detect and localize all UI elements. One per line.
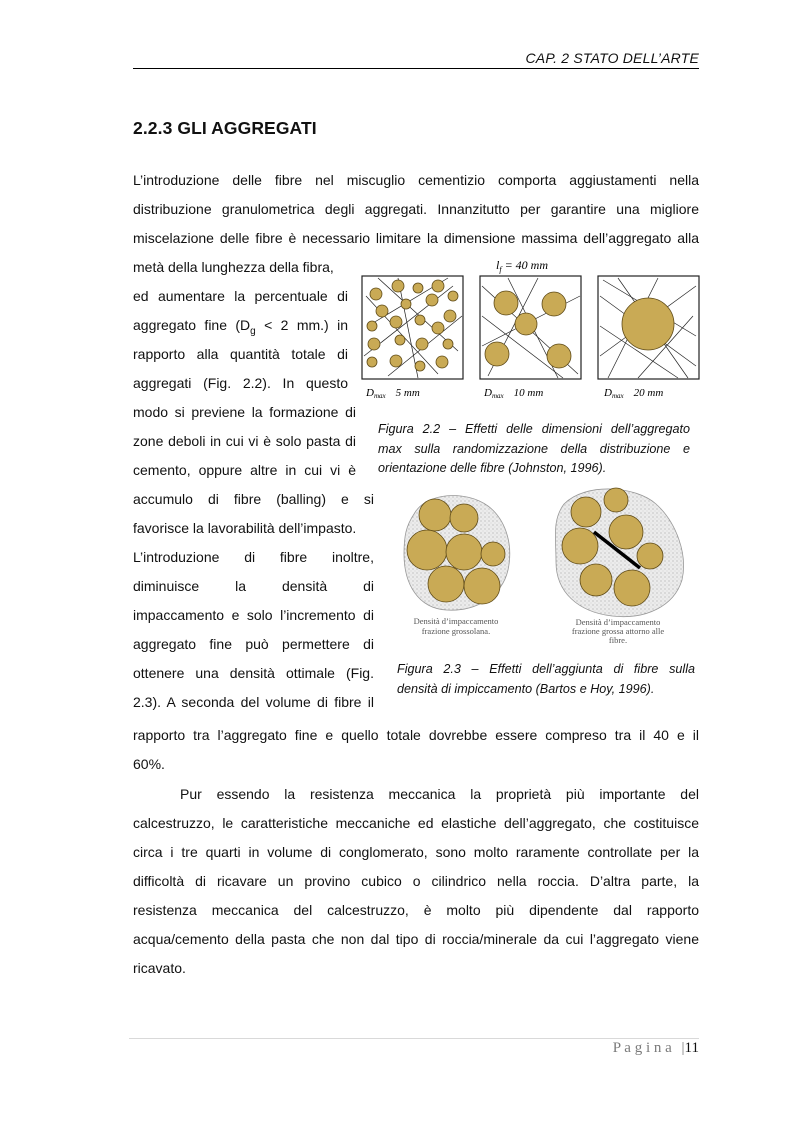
aggregate-particle: [432, 280, 444, 292]
footer-label: P a g i n a: [612, 1040, 672, 1056]
aggregate-particle: [415, 361, 425, 371]
aggregate-particle: [419, 499, 451, 531]
narrow-line-16: 2.3). A seconda del volume di fibre il: [133, 694, 374, 710]
narrow-line-14: aggregato fine può permettere di: [133, 636, 374, 652]
aggregate-particle: [415, 315, 425, 325]
second-line-1: Pur essendo la resistenza meccanica la proprietà più importante del: [180, 786, 699, 802]
aggregate-particle: [609, 515, 643, 549]
label-fiber-3: fibre.: [608, 635, 628, 644]
page-number: 11: [684, 1040, 699, 1056]
dmax-label-2: Dmax 10 mm: [484, 387, 544, 400]
narrow-line-15: ottenere una densità ottimale (Fig.: [133, 665, 374, 681]
aggregate-particle: [542, 292, 566, 316]
narrow-line-6: modo si previene la formazione di: [133, 404, 356, 420]
aggregate-particle: [443, 339, 453, 349]
aggregate-particle: [432, 322, 444, 334]
narrow-line-2: ed aumentare la percentuale di: [133, 288, 348, 304]
fiber-length-label: $l_f = 40$ mm: [496, 258, 549, 274]
aggregate-particle: [571, 497, 601, 527]
label-coarse-2: frazione grossolana.: [421, 626, 491, 636]
caption-2-2-line-3: orientazione delle fibre (Johnston, 1996).: [378, 461, 607, 475]
aggregate-particle: [622, 298, 674, 350]
aggregate-particle: [390, 316, 402, 328]
narrow-line-5: aggregati (Fig. 2.2). In questo: [133, 375, 348, 391]
section-heading: 2.2.3 GLI AGGREGATI: [133, 118, 317, 138]
aggregate-particle: [367, 321, 377, 331]
second-line-6: acqua/cemento della pasta che non dal tipo di roccia/minerale da cui l’aggregato viene: [133, 931, 699, 947]
aggregate-particle: [401, 299, 411, 309]
narrow-line-12: diminuisce la densità di: [133, 578, 374, 594]
aggregate-particle: [604, 488, 628, 512]
aggregate-particle: [446, 534, 482, 570]
aggregate-particle: [444, 310, 456, 322]
running-header: [133, 48, 699, 69]
aggregate-particle: [515, 313, 537, 335]
narrow-line-8: cemento, oppure altre in cui vi è: [133, 462, 356, 478]
intro-line-2: distribuzione granulometrica degli aggregati. Innanzitutto per garantire una migliore: [133, 201, 699, 217]
figure-2-3: [396, 484, 692, 644]
aggregate-particle: [376, 305, 388, 317]
second-line-2: calcestruzzo, le caratteristiche meccaniche ed elastiche dell’aggregato, che costituisce: [133, 815, 699, 831]
packing-with-fiber: [555, 488, 683, 617]
footer-rule: [129, 1038, 699, 1039]
narrow-line-3b: < 2 mm.) in: [255, 317, 348, 333]
aggregate-particle: [448, 291, 458, 301]
caption-2-3-line-1: Figura 2.3 – Effetti dell’aggiunta di fibre sulla: [397, 662, 695, 676]
aggregate-particle: [580, 564, 612, 596]
second-line-3: circa i tre quarti in volume di conglomerato, sono molto raramente controllate per la: [133, 844, 699, 860]
narrow-line-13: impaccamento e solo l’incremento di: [133, 607, 374, 623]
intro-line-1: L’introduzione delle fibre nel miscuglio cementizio comporta aggiustamenti nella: [133, 172, 699, 188]
aggregate-particle: [407, 530, 447, 570]
dmax-label-3: Dmax 20 mm: [604, 387, 664, 400]
aggregate-particle: [464, 568, 500, 604]
narrow-line-10: favorisce la lavorabilità dell’impasto.: [133, 520, 357, 536]
panel-dmax-10: [480, 276, 581, 400]
panel-dmax-20: [598, 276, 699, 400]
aggregate-particle: [428, 566, 464, 602]
narrow-line-9: accumulo di fibre (balling) e si: [133, 491, 374, 507]
aggregate-particle: [426, 294, 438, 306]
aggregate-particle: [390, 355, 402, 367]
aggregate-particle: [637, 543, 663, 569]
figure-2-2-caption: [378, 420, 690, 479]
packing-coarse: [404, 496, 510, 611]
narrow-line-3a: aggregato fine (D: [133, 317, 251, 333]
aggregate-particle: [370, 288, 382, 300]
figure-2-3-caption: [397, 660, 695, 699]
aggregate-particle: [562, 528, 598, 564]
figure-2-2: [358, 256, 703, 406]
aggregate-particle: [368, 338, 380, 350]
intro-line-3: miscelazione delle fibre è necessario limitare la dimensione massima dell’aggregato alla: [133, 230, 699, 246]
aggregate-particle: [392, 280, 404, 292]
second-line-5: resistenza meccanica del calcestruzzo, è molto più dipendente dal rapporto: [133, 902, 699, 918]
panel-dmax-5: [362, 276, 463, 400]
aggregate-particle-large: [622, 298, 674, 350]
aggregate-particle: [367, 357, 377, 367]
tail-line-1: rapporto tra l’aggregato fine e quello totale dovrebbe essere compreso tra il 40 e il: [133, 727, 699, 743]
label-fiber-1: Densità d’impaccamento: [575, 617, 661, 627]
chapter-title: CAP. 2 STATO DELL’ARTE: [525, 50, 699, 66]
aggregate-particle: [481, 542, 505, 566]
narrow-line-4: rapporto alla quantità totale di: [133, 346, 348, 362]
narrow-line-1: metà della lunghezza della fibra,: [133, 259, 334, 275]
page-footer: [613, 1040, 699, 1057]
tail-line-2: 60%.: [133, 756, 165, 772]
caption-2-3-line-2: densità di impiccamento (Bartos e Hoy, 1996).: [397, 681, 655, 696]
aggregate-particle: [450, 504, 478, 532]
narrow-line-11: L’introduzione di fibre inoltre,: [133, 549, 374, 565]
aggregate-particle: [413, 283, 423, 293]
label-coarse-1: Densità d’impaccamento: [413, 616, 499, 626]
label-fiber-2: frazione grossa attorno alle: [571, 626, 665, 636]
subscript-g: g: [250, 325, 256, 337]
second-line-7: ricavato.: [133, 960, 186, 976]
caption-2-2-line-1: Figura 2.2 – Effetti delle dimensioni dell’aggregato: [378, 422, 690, 436]
aggregate-particle: [485, 342, 509, 366]
narrow-line-7: zone deboli in cui vi è solo pasta di: [133, 433, 356, 449]
aggregate-particle: [614, 570, 650, 606]
aggregate-particle: [416, 338, 428, 350]
caption-2-2-line-2: max sulla randomizzazione della distribuzione e: [378, 441, 690, 456]
dmax-label-1: Dmax 5 mm: [366, 387, 420, 400]
second-line-4: difficoltà di ricavare un provino cubico o cilindrico nella roccia. D’altra parte, la: [133, 873, 699, 889]
aggregate-particle: [547, 344, 571, 368]
footer-separator: |: [681, 1040, 685, 1056]
aggregate-particle: [494, 291, 518, 315]
aggregate-particle: [436, 356, 448, 368]
aggregate-particle: [395, 335, 405, 345]
